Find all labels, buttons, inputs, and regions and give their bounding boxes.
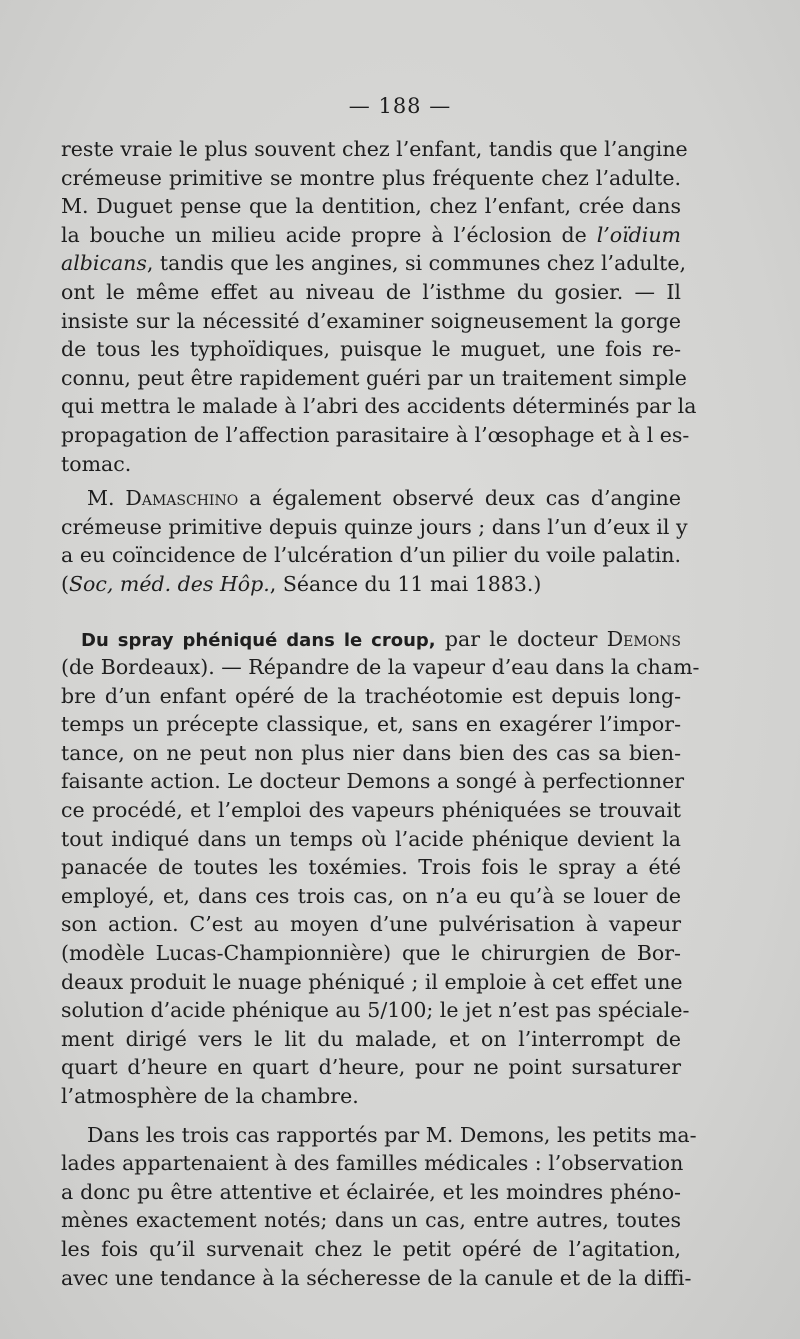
text-line: a eu coïncidence de l’ulcération d’un pilier du voile palatin. xyxy=(61,543,681,568)
page-number: — 188 — xyxy=(348,94,452,118)
text-line: panacée de toutes les toxémies. Trois fois le spray a été xyxy=(61,855,681,880)
text-line: insiste sur la nécessité d’examiner soigneusement la gorge xyxy=(61,308,681,333)
text-fragment: , Séance du 11 mai 1883.) xyxy=(269,571,542,596)
italic-term: albicans xyxy=(61,251,147,276)
text-line: (de Bordeaux). — Répandre de la vapeur d’eau dans la cham- xyxy=(61,655,700,680)
text-line: qui mettra le malade à l’abri des accidents déterminés par la xyxy=(61,394,697,419)
text-line: (modèle Lucas-Championnière) que le chirurgien de Bor- xyxy=(61,941,681,966)
text-line: crémeuse primitive se montre plus fréquente chez l’adulte. xyxy=(61,165,681,190)
article-title: Du spray phéniqué dans le croup, xyxy=(81,629,436,651)
text-line xyxy=(61,221,681,250)
text-fragment: la bouche un milieu acide propre à l’éclosion de xyxy=(61,222,597,247)
text-line: crémeuse primitive depuis quinze jours ; dans l’un d’eux il y xyxy=(61,514,688,539)
text-line: bre d’un enfant opéré de la trachéotomie est depuis long- xyxy=(61,683,681,708)
text-line: ont le même effet au niveau de l’isthme du gosier. — Il xyxy=(61,279,681,304)
citation: Soc, méd. des Hôp. xyxy=(69,571,270,596)
text-line: avec une tendance à la sécheresse de la canule et de la diffi- xyxy=(61,1265,692,1290)
text-fragment: a également observé deux cas d’angine xyxy=(238,486,681,511)
text-fragment: par le docteur xyxy=(435,626,607,651)
paragraph-1 xyxy=(61,135,697,478)
italic-term: l’oïdium xyxy=(596,222,681,247)
paragraph-2 xyxy=(61,484,688,598)
text-line: connu, peut être rapidement guéri par un traitement simple xyxy=(61,365,687,390)
text-line xyxy=(61,625,681,654)
text-line: Dans les trois cas rapportés par M. Demons, les petits ma- xyxy=(87,1122,697,1147)
text-fragment: , tandis que les angines, si communes chez l’adulte, xyxy=(146,251,687,276)
text-line: mènes exactement notés; dans un cas, entre autres, toutes xyxy=(61,1208,681,1233)
text-line: faisante action. Le docteur Demons a songé à perfectionner xyxy=(61,769,684,794)
text-line: de tous les typhoïdiques, puisque le muguet, une fois re- xyxy=(61,337,681,362)
text-line xyxy=(61,570,681,599)
text-line: ment dirigé vers le lit du malade, et on l’interrompt de xyxy=(61,1026,681,1051)
text-line: tomac. xyxy=(61,451,132,476)
text-line: solution d’acide phénique au 5/100; le jet n’est pas spéciale- xyxy=(61,998,690,1023)
text-fragment: ( xyxy=(61,571,69,596)
paragraph-3 xyxy=(61,625,700,1111)
text-line: M. Duguet pense que la dentition, chez l’enfant, crée dans xyxy=(61,194,681,219)
text-line: les fois qu’il survenait chez le petit opéré de l’agitation, xyxy=(61,1236,681,1261)
text-line xyxy=(61,484,681,513)
text-line: a donc pu être attentive et éclairée, et les moindres phéno- xyxy=(61,1179,681,1204)
text-line: temps un précepte classique, et, sans en exagérer l’impor- xyxy=(61,712,681,737)
text-line: employé, et, dans ces trois cas, on n’a eu qu’à se louer de xyxy=(61,883,681,908)
text-line xyxy=(61,249,687,278)
text-line: ce procédé, et l’emploi des vapeurs phéniquées se trouvait xyxy=(61,798,681,823)
paragraph-4 xyxy=(61,1121,697,1293)
text-fragment: M. xyxy=(87,486,126,511)
text-line: son action. C’est au moyen d’une pulvérisation à vapeur xyxy=(61,912,681,937)
text-line: quart d’heure en quart d’heure, pour ne point sursaturer xyxy=(61,1055,681,1080)
text-line: propagation de l’affection parasitaire à l’œsophage et à l es- xyxy=(61,422,690,447)
body-text xyxy=(61,135,700,1292)
text-line: reste vraie le plus souvent chez l’enfant, tandis que l’angine xyxy=(61,137,688,161)
author-name: Demons xyxy=(606,626,682,651)
text-line: l’atmosphère de la chambre. xyxy=(61,1084,359,1108)
text-line: tout indiqué dans un temps où l’acide phénique devient la xyxy=(61,826,681,851)
text-line: tance, on ne peut non plus nier dans bien des cas sa bien- xyxy=(61,740,681,765)
text-line: lades appartenaient à des familles médicales : l’observation xyxy=(61,1151,684,1176)
author-name: Damaschino xyxy=(125,486,239,511)
text-line: deaux produit le nuage phéniqué ; il emploie à cet effet une xyxy=(61,969,683,994)
